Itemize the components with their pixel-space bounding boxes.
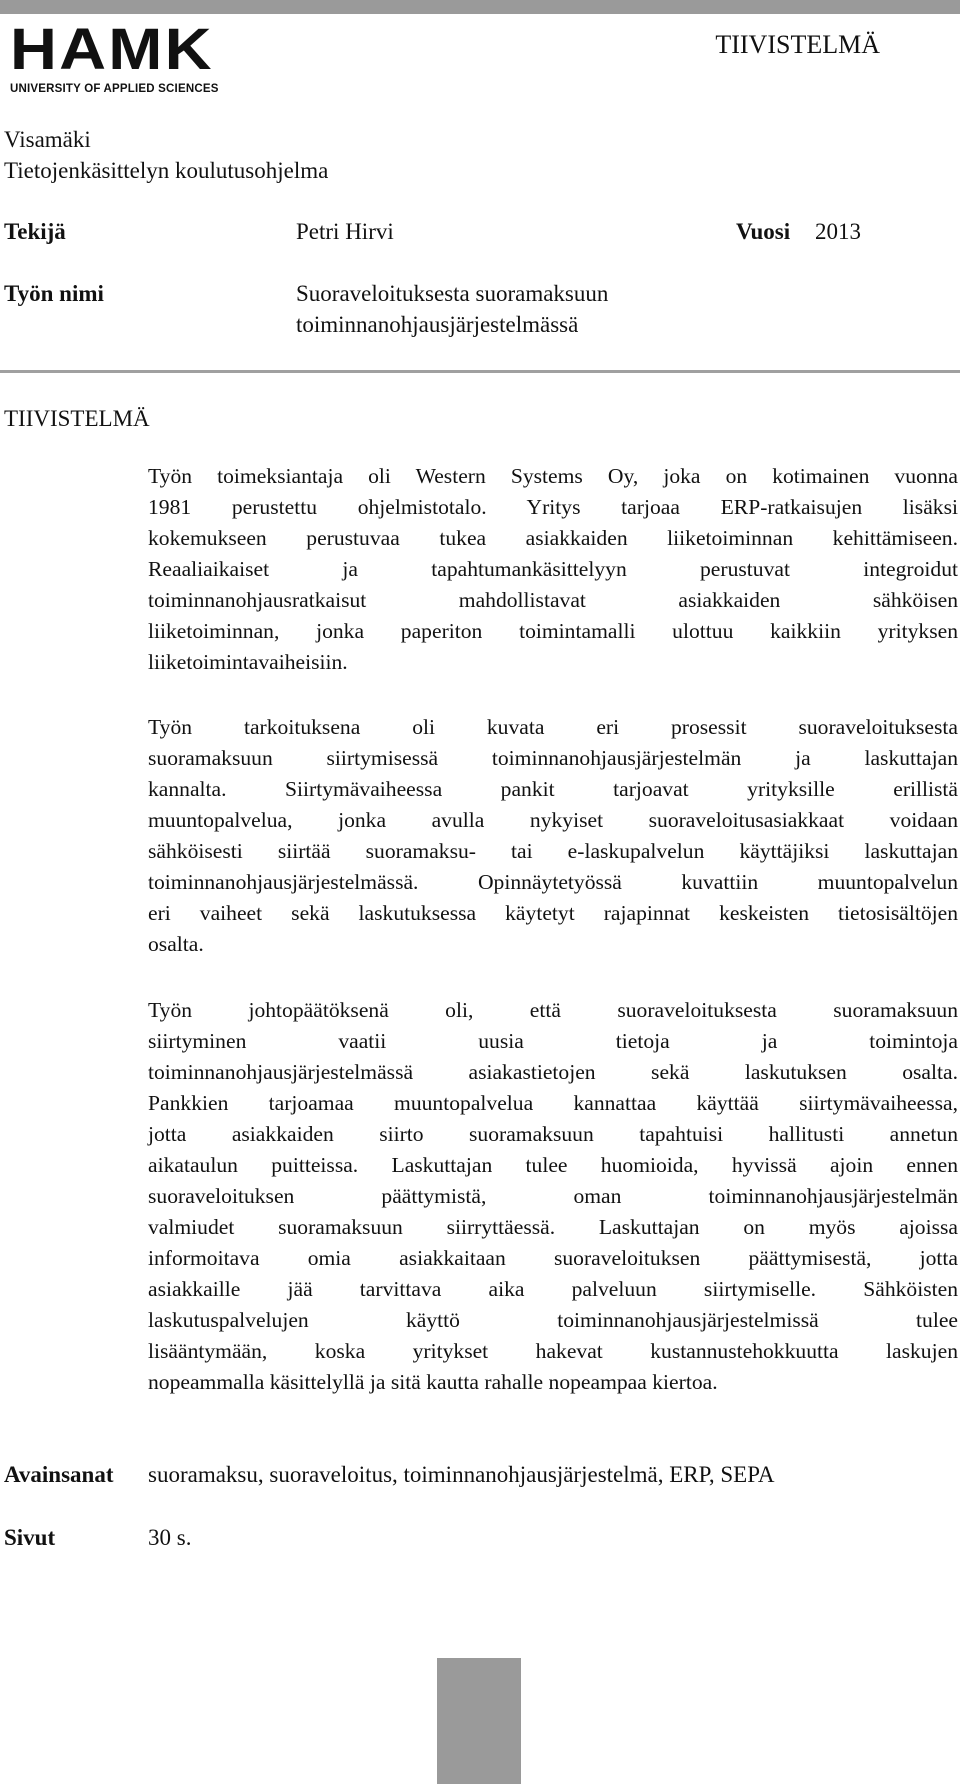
pages-value: 30 s. [148,1525,192,1550]
paragraph-line: informoitava omia asiakkaitaan suoraveloituksen päättymisestä, jotta [148,1246,958,1270]
paragraph-line: jotta asiakkaiden siirto suoramaksuun tapahtuisi hallitusti annetun [148,1122,958,1146]
title-label: Työn nimi [4,281,104,306]
paragraph-line: sähköisesti siirtää suoramaksu- tai e-laskupalvelun käyttäjiksi laskuttajan [148,839,958,863]
keywords-value: suoramaksu, suoraveloitus, toiminnanohjausjärjestelmä, ERP, SEPA [148,1462,775,1487]
paragraph-line: Työn tarkoituksena oli kuvata eri prosessit suoraveloituksesta [148,715,958,739]
paragraph-line: asiakkaille jää tarvittava aika palveluun siirtymiselle. Sähköisten [148,1277,958,1301]
paragraph-line: liiketoiminnan, jonka paperiton toimintamalli ulottuu kaikkiin yrityksen [148,619,958,643]
paragraph-line: nopeammalla käsittelyllä ja sitä kautta rahalle nopeampaa kiertoa. [148,1370,718,1394]
logo-wordmark: HAMK [10,17,214,82]
pages-label: Sivut [4,1525,56,1550]
paragraph-line: liiketoimintavaiheisiin. [148,650,348,674]
abstract-paragraph-2 [148,712,958,960]
keywords-label: Avainsanat [4,1462,114,1487]
paragraph-line: muuntopalvelua, jonka avulla nykyiset suoraveloitusasiakkaat voidaan [148,808,958,832]
paragraph-line: 1981 perustettu ohjelmistotalo. Yritys tarjoaa ERP-ratkaisujen lisäksi [148,495,958,519]
section-divider [0,370,960,373]
logo-subtitle: UNIVERSITY OF APPLIED SCIENCES [10,83,219,95]
hamk-logo [10,17,250,96]
document-type: TIIVISTELMÄ [715,30,880,59]
paragraph-line: toiminnanohjausjärjestelmässä. Opinnäytetyössä kuvattiin muuntopalvelun [148,870,958,894]
paragraph-line: aikataulun puitteissa. Laskuttajan tulee huomioida, hyvissä ajoin ennen [148,1153,958,1177]
paragraph-line: toiminnanohjausjärjestelmässä asiakastietojen sekä laskutuksen osalta. [148,1060,958,1084]
paragraph-line: toiminnanohjausratkaisut mahdollistavat asiakkaiden sähköisen [148,588,958,612]
paragraph-line: osalta. [148,932,204,956]
paragraph-line: kokemukseen perustuvaa tukea asiakkaiden liiketoiminnan kehittämiseen. [148,526,958,550]
paragraph-line: eri vaiheet sekä laskutuksessa käytetyt rajapinnat keskeisten tietosisältöjen [148,901,958,925]
thesis-title-line-1: Suoraveloituksesta suoramaksuun [296,281,609,306]
thesis-title-line-2: toiminnanohjausjärjestelmässä [296,312,579,337]
paragraph-line: kannalta. Siirtymävaiheessa pankit tarjoavat yrityksille erillistä [148,777,958,801]
author-label: Tekijä [4,219,66,244]
paragraph-line: valmiudet suoramaksuun siirryttäessä. Laskuttajan on myös ajoissa [148,1215,958,1239]
unit-name: Visamäki [4,127,91,152]
page-marker-box [437,1658,521,1784]
programme-name: Tietojenkäsittelyn koulutusohjelma [4,158,329,183]
abstract-paragraph-1 [148,461,958,678]
paragraph-line: lisääntymään, koska yritykset hakevat kustannustehokkuutta laskujen [148,1339,958,1363]
paragraph-line: Reaaliaikaiset ja tapahtumankäsittelyyn perustuvat integroidut [148,557,958,581]
paragraph-line: suoraveloituksen päättymistä, oman toiminnanohjausjärjestelmän [148,1184,958,1208]
paragraph-line: Työn johtopäätöksenä oli, että suoraveloituksesta suoramaksuun [148,998,958,1022]
paragraph-line: Työn toimeksiantaja oli Western Systems Oy, joka on kotimainen vuonna [148,464,958,488]
paragraph-line: suoramaksuun siirtymisessä toiminnanohjausjärjestelmän ja laskuttajan [148,746,958,770]
paragraph-line: Pankkien tarjoamaa muuntopalvelua kannattaa käyttää siirtymävaiheessa, [148,1091,958,1115]
author-name: Petri Hirvi [296,219,394,244]
top-bar [0,0,960,14]
abstract-heading: TIIVISTELMÄ [4,406,150,431]
abstract-paragraph-3 [148,995,958,1398]
year-label: Vuosi [736,219,791,244]
paragraph-line: siirtyminen vaatii uusia tietoja ja toimintoja [148,1029,958,1053]
paragraph-line: laskutuspalvelujen käyttö toiminnanohjausjärjestelmissä tulee [148,1308,958,1332]
year-value: 2013 [815,219,861,244]
